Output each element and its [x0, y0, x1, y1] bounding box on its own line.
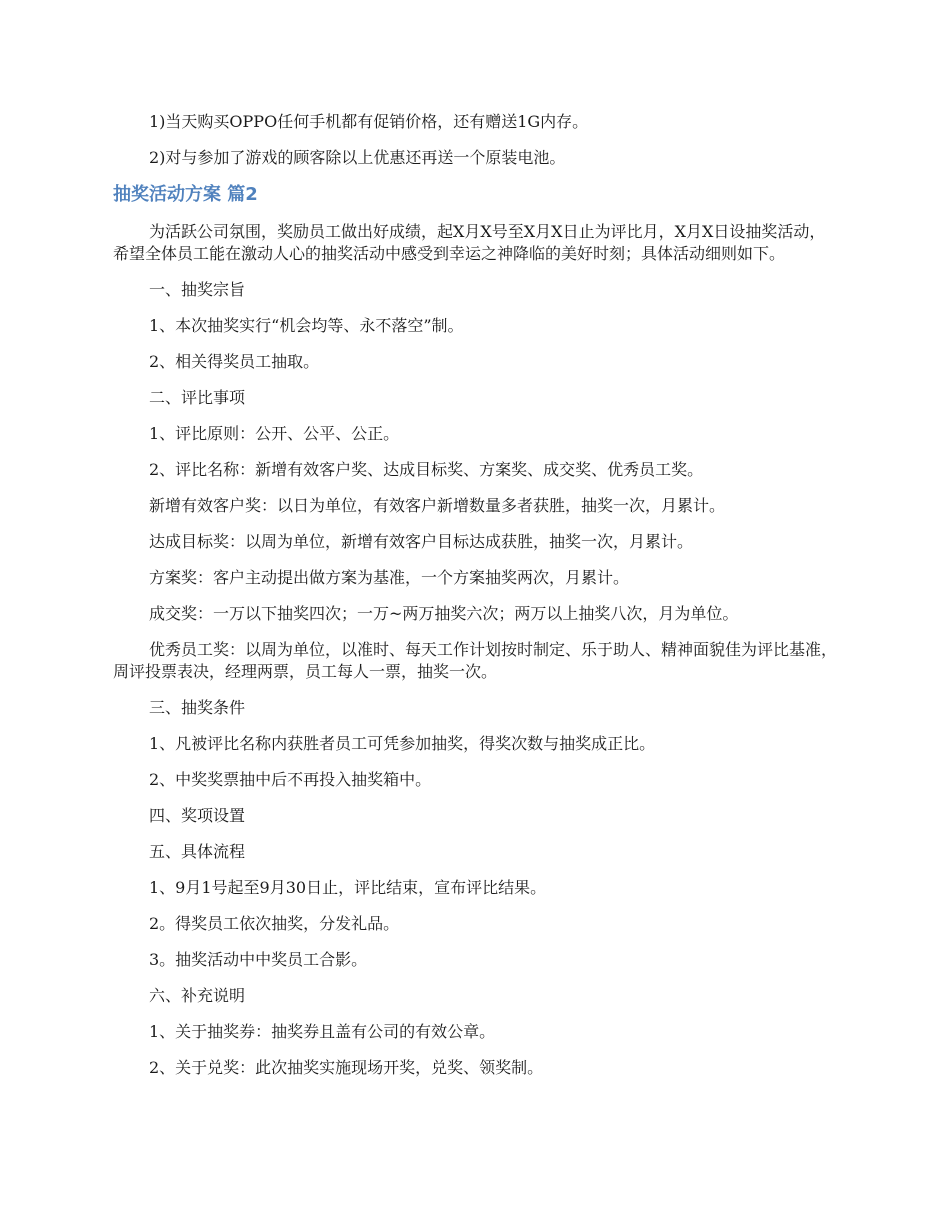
list-item: 2、相关得奖员工抽取。 [149, 352, 320, 371]
list-item: 1、关于抽奖券：抽奖券且盖有公司的有效公章。 [149, 1022, 496, 1041]
list-item: 2。得奖员工依次抽奖，分发礼品。 [149, 914, 400, 933]
award-description: 达成目标奖：以周为单位，新增有效客户目标达成获胜，抽奖一次，月累计。 [149, 532, 694, 551]
section-title-conditions: 三、抽奖条件 [149, 698, 246, 717]
award-description: 优秀员工奖：以周为单位，以准时、每天工作计划按时制定、乐于助人、精神面貌佳为评比基准，周评投票表决，经理两票，员工每人一票，抽奖一次。 [113, 640, 838, 681]
section-title-evaluation: 二、评比事项 [149, 388, 246, 407]
section-title-process: 五、具体流程 [149, 842, 246, 861]
section-title-notes: 六、补充说明 [149, 986, 246, 1005]
award-description: 新增有效客户奖：以日为单位，有效客户新增数量多者获胜，抽奖一次，月累计。 [149, 496, 726, 515]
intro-item: 1)当天购买OPPO任何手机都有促销价格，还有赠送1G内存。 [149, 112, 589, 131]
list-item: 1、评比原则：公开、公平、公正。 [149, 424, 400, 443]
list-item: 3。抽奖活动中中奖员工合影。 [149, 950, 368, 969]
section-title-prizes: 四、奖项设置 [149, 806, 246, 825]
section-heading: 抽奖活动方案 篇2 [113, 184, 258, 205]
document-body [113, 111, 838, 1093]
list-item: 2、评比名称：新增有效客户奖、达成目标奖、方案奖、成交奖、优秀员工奖。 [149, 460, 704, 479]
section-title-purpose: 一、抽奖宗旨 [149, 280, 246, 299]
award-description: 方案奖：客户主动提出做方案为基准，一个方案抽奖两次，月累计。 [149, 568, 630, 587]
list-item: 1、本次抽奖实行“机会均等、永不落空”制。 [149, 316, 464, 335]
intro-paragraph: 为活跃公司氛围，奖励员工做出好成绩，起X月X号至X月X日止为评比月，X月X日设抽奖活动，希望全体员工能在激动人心的抽奖活动中感受到幸运之神降临的美好时刻；具体活动细则如下。 [113, 222, 826, 263]
list-item: 2、关于兑奖：此次抽奖实施现场开奖，兑奖、领奖制。 [149, 1058, 544, 1077]
list-item: 2、中奖奖票抽中后不再投入抽奖箱中。 [149, 770, 432, 789]
list-item: 1、凡被评比名称内获胜者员工可凭参加抽奖，得奖次数与抽奖成正比。 [149, 734, 656, 753]
list-item: 1、9月1号起至9月30日止，评比结束，宣布评比结果。 [149, 878, 547, 897]
intro-item: 2)对与参加了游戏的顾客除以上优惠还再送一个原装电池。 [149, 148, 566, 167]
award-description: 成交奖：一万以下抽奖四次；一万~两万抽奖六次；两万以上抽奖八次，月为单位。 [149, 604, 739, 623]
